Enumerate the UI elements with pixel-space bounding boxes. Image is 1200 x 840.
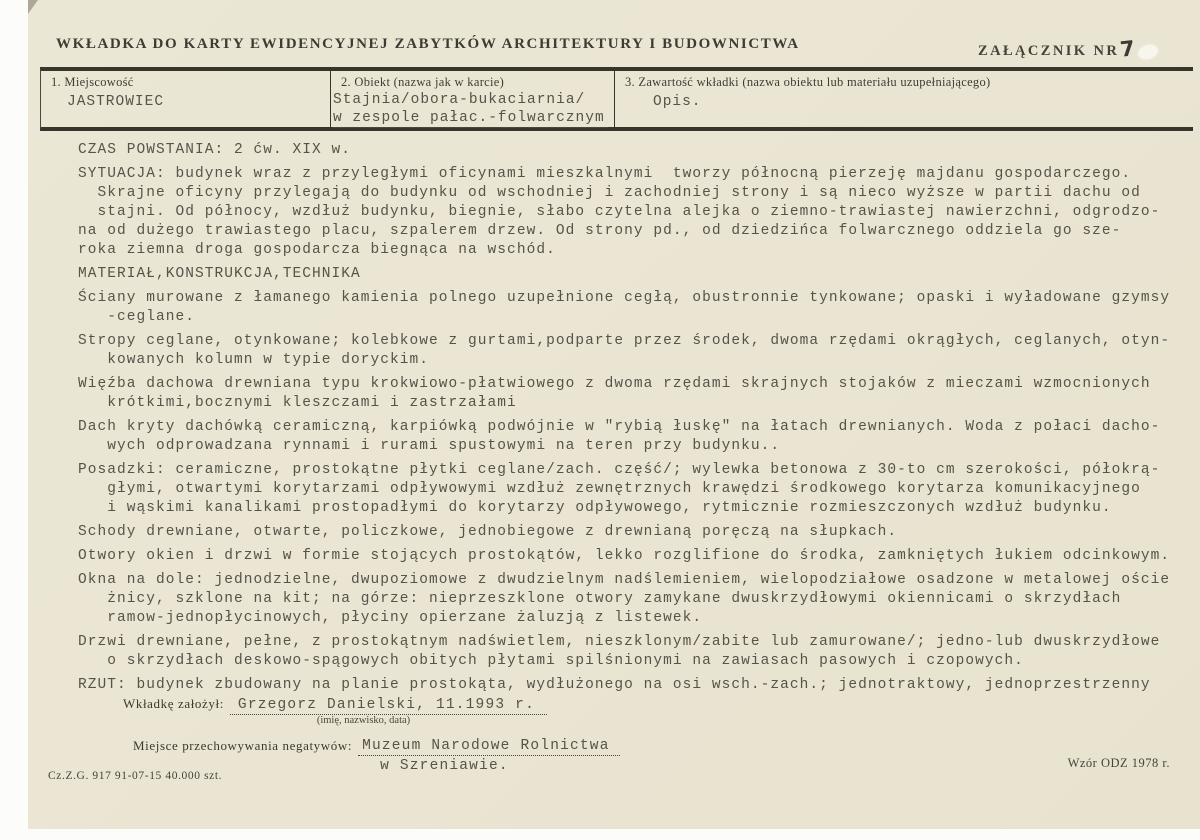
cell-miejscowosc-label: 1. Miejscowość xyxy=(51,75,134,89)
typed-paragraph xyxy=(78,461,1193,518)
founder-row xyxy=(123,695,1200,713)
typed-line: Ściany murowane z łamanego kamienia polnego uzupełnione cegłą, obustronnie tynkowane; opaski i wyładowane gzymsy xyxy=(78,290,1171,306)
typed-line: Otwory okien i drzwi w formie stojących prostokątów, lekko rozglifione do środka, zamkniętych łukiem odcinkowym. xyxy=(78,548,1171,564)
typed-line: Skrajne oficyny przylegają do budynku od wschodniej i zachodniej strony i są nieco wyższe w partii dachu od xyxy=(78,185,1141,201)
form-footer xyxy=(28,695,1200,774)
typed-line: Stropy ceglane, otynkowane; kolebkowe z gurtami,podparte przez środek, dwoma rzędami okrągłych, ceglanych, otyn- xyxy=(78,333,1171,349)
typed-line: krótkimi,bocznymi kleszczami i zastrzałami xyxy=(78,395,517,411)
cell-obiekt xyxy=(330,71,614,127)
typed-paragraph xyxy=(78,547,1193,566)
typed-line: -ceglane. xyxy=(78,309,196,325)
cell-obiekt-label: 2. Obiekt (nazwa jak w karcie) xyxy=(341,75,505,89)
typed-line: na od dużego trawiastego placu, szpalerem drzew. Od strony pd., od dziedzińca folwarcznego oddziela go sze- xyxy=(78,223,1122,239)
negatives-value-line2: w Szreniawie. xyxy=(380,758,509,774)
typed-paragraph xyxy=(78,289,1193,327)
founder-label: Wkładkę założył: xyxy=(123,696,224,711)
form-model-info: Wzór ODZ 1978 r. xyxy=(1067,756,1170,770)
typed-line: ramow-jednopłycinowych, płyciny opierzane żaluzją z listewek. xyxy=(78,610,703,626)
typed-line: kowanych kolumn w typie doryckim. xyxy=(78,352,430,368)
typed-line: roka ziemna droga gospodarcza biegnąca na wschód. xyxy=(78,242,556,258)
typed-line: stajni. Od północy, wzdłuż budynku, biegnie, słabo czytelna alejka o ziemno-trawiastej nawierzchni, odgrodzo- xyxy=(78,204,1161,220)
typed-paragraph xyxy=(78,633,1193,671)
print-run-info: Cz.Z.G. 917 91-07-15 40.000 szt. xyxy=(48,770,223,782)
founder-hint: (imię, nazwisko, data) xyxy=(316,715,411,726)
cell-zawartosc-value: Opis. xyxy=(653,94,702,110)
negatives-label: Miejsce przechowywania negatywów: xyxy=(133,738,353,753)
cell-miejscowosc-value: JASTROWIEC xyxy=(67,94,165,110)
typed-paragraph xyxy=(78,523,1193,542)
scan-corner-artifact xyxy=(28,0,38,14)
correction-fluid-mark xyxy=(1136,42,1159,61)
attachment-number-handwritten: 7 xyxy=(1119,36,1137,62)
attachment-label: ZAŁĄCZNIK NR xyxy=(978,43,1120,59)
attachment-field xyxy=(978,36,1158,60)
typed-description xyxy=(78,141,1193,700)
typed-line: i wąskimi kanalikami prostopadłymi do korytarzy odpływowego, rytmicznie rozmieszczonych wzdłuż budynku. xyxy=(78,500,1112,516)
typed-paragraph xyxy=(78,265,1193,284)
typed-line: głymi, otwartymi korytarzami odpływowymi wzdłuż zewnętrznych krawędzi środkowego korytarza komunikacyjnego xyxy=(78,481,1141,497)
typed-line: MATERIAŁ,KONSTRUKCJA,TECHNIKA xyxy=(78,266,361,282)
typed-line: żnicy, szklone na kit; na górze: nieprzeszklone otwory zamykane dwuskrzydłowymi okiennicami o skrzydłach xyxy=(78,591,1122,607)
typed-line: Więźba dachowa drewniana typu krokwiowo-płatwiowego z dwoma rzędami skrajnych stojaków z mieczami wzmocnionych xyxy=(78,376,1151,392)
typed-line: wych odprowadzana rynnami i rurami spustowymi na teren przy budynku.. xyxy=(78,438,781,454)
typed-paragraph xyxy=(78,141,1193,160)
negatives-row xyxy=(133,738,1200,774)
cell-zawartosc xyxy=(614,71,1193,127)
typed-line: Okna na dole: jednodzielne, dwupoziomowe z dwudzielnym nadślemieniem, wielopodziałowe osadzone w metalowej oście xyxy=(78,572,1171,588)
typed-line: SYTUACJA: budynek wraz z przyległymi oficynami mieszkalnymi tworzy północną pierzeję majdanu gospodarczego. xyxy=(78,166,1132,182)
info-table xyxy=(40,67,1193,131)
cell-obiekt-value xyxy=(333,91,608,128)
typed-line: RZUT: budynek zbudowany na planie prostokąta, wydłużonego na osi wsch.-zach.; jednotraktowy, jednoprzestrzenny xyxy=(78,677,1151,693)
founder-value: Grzegorz Danielski, 11.1993 r. xyxy=(230,697,547,715)
cell-miejscowosc xyxy=(41,71,330,127)
cell-zawartosc-label: 3. Zawartość wkładki (nazwa obiektu lub materiału uzupełniającego) xyxy=(625,75,991,89)
typed-line: Dach kryty dachówką ceramiczną, karpiówką podwójnie w "rybią łuskę" na łatach drewnianych. Woda z połaci dacho- xyxy=(78,419,1161,435)
negatives-value-line1: Muzeum Narodowe Rolnictwa xyxy=(358,738,620,756)
negatives-value xyxy=(358,738,620,774)
cell-obiekt-value-line1: Stajnia/obora-bukaciarnia/ xyxy=(333,92,586,108)
typed-line: Posadzki: ceramiczne, prostokątne płytki ceglane/zach. część/; wylewka betonowa z 30-to cm szerokości, półokrą- xyxy=(78,462,1161,478)
typed-paragraph xyxy=(78,332,1193,370)
typed-line: o skrzydłach deskowo-spągowych obitych płytami spilśnionymi na zawiasach pasowych i czopowych. xyxy=(78,653,1024,669)
cell-obiekt-value-line2: w zespole pałac.-folwarcznym xyxy=(333,109,608,128)
typed-line: CZAS POWSTANIA: 2 ćw. XIX w. xyxy=(78,142,352,158)
typed-paragraph xyxy=(78,165,1193,260)
typed-line: Drzwi drewniane, pełne, z prostokątnym nadświetlem, nieszklonym/zabite lub zamurowane/; jedno-lub dwuskrzydłowe xyxy=(78,634,1161,650)
form-paper xyxy=(28,0,1200,829)
typed-paragraph xyxy=(78,418,1193,456)
typed-paragraph xyxy=(78,571,1193,628)
typed-paragraph xyxy=(78,676,1193,695)
typed-paragraph xyxy=(78,375,1193,413)
document-title: WKŁADKA DO KARTY EWIDENCYJNEJ ZABYTKÓW ARCHITEKTURY I BUDOWNICTWA xyxy=(56,36,800,52)
typed-line: Schody drewniane, otwarte, policzkowe, jednobiegowe z drewnianą poręczą na słupkach. xyxy=(78,524,898,540)
